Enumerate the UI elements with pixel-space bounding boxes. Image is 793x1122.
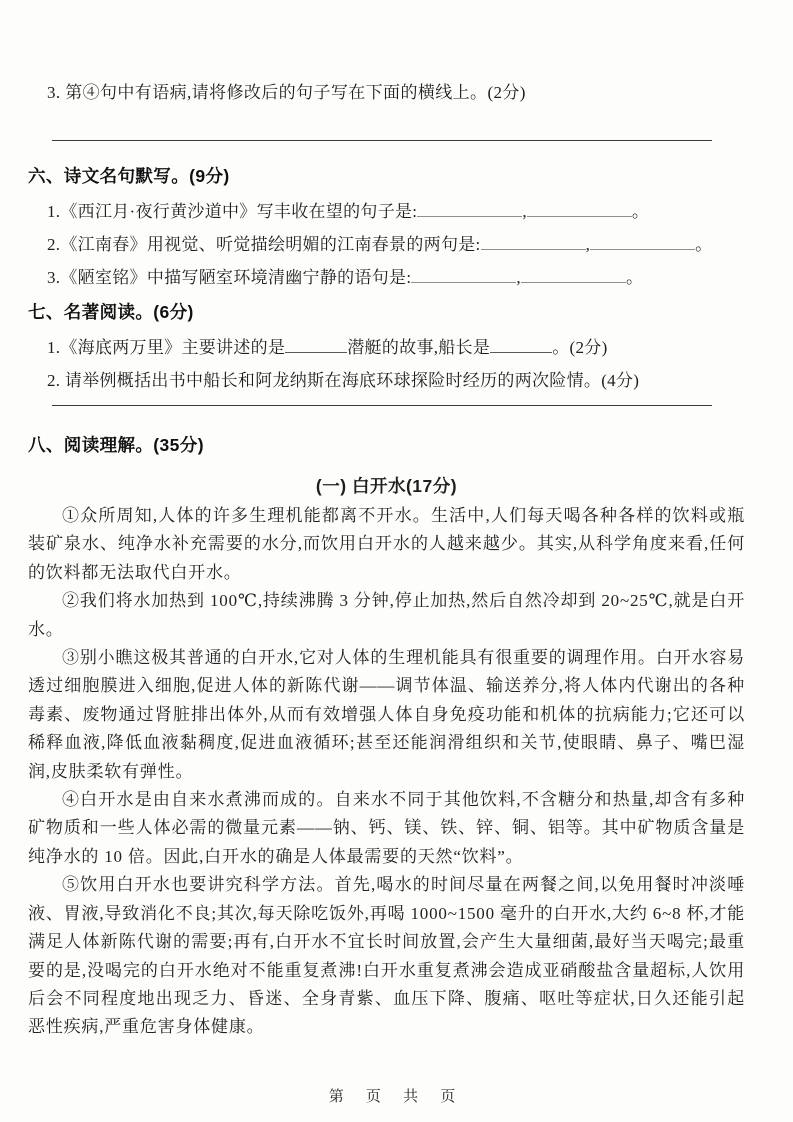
item-text: , xyxy=(516,268,521,287)
item-text: 。 xyxy=(625,268,644,287)
page-footer: 第 页 共 页 xyxy=(328,1088,465,1105)
item-text: , xyxy=(585,235,591,254)
item-text: 1.《西江月·夜行黄沙道中》写丰收在望的句子是: xyxy=(47,202,418,221)
answer-rule-2 xyxy=(52,405,712,406)
famous-book-item-2: 2. 请举例概括出书中船长和阿龙纳斯在海底环球探险时经历的两次险情。(4分) xyxy=(47,371,640,390)
item-text: 1.《海底两万里》主要讲述的是 xyxy=(47,338,286,357)
passage-paragraph-1: ①众所周知,人体的许多生理机能都离不开水。生活中,人们每天喝各种各样的饮料或瓶装矿泉水、纯净水补充需要的水分,而饮用白开水的人越来越少。其实,从科学角度来看,任何的饮料都无法取代白开水。 xyxy=(28,506,745,582)
fill-blank-item-3 xyxy=(28,267,745,289)
fill-blank-item-1 xyxy=(28,201,745,223)
answer-blank xyxy=(590,235,695,250)
answer-blank xyxy=(527,202,632,217)
item-text: 。 xyxy=(695,235,713,254)
item-text: 。(2分) xyxy=(552,338,608,357)
passage-paragraph-3: ③别小瞧这极其普通的白开水,它对人体的生理机能具有很重要的调理作用。白开水容易透过细胞膜进入细胞,促进人体的新陈代谢——调节体温、输送养分,将人体内代谢出的各种毒素、废物通过肾脏排出体外,从而有效增强人体自身免疫功能和机体的抗病能力;它还可以稀释血液,降低血液黏稠度,促进血液循环;甚至还能润滑组织和关节,使眼睛、鼻子、嘴巴湿润,皮肤柔软有弹性。 xyxy=(28,648,745,781)
item-text: 2.《江南春》用视觉、听觉描绘明媚的江南春景的两句是: xyxy=(47,235,481,254)
item-text: 。 xyxy=(631,202,650,221)
section-seven-heading: 七、名著阅读。(6分) xyxy=(28,302,194,322)
item-text: 3.《陋室铭》中描写陋室环境清幽宁静的语句是: xyxy=(47,268,412,287)
answer-blank xyxy=(490,338,552,353)
answer-blank xyxy=(521,268,626,283)
passage-paragraph-4: ④白开水是由自来水煮沸而成的。自来水不同于其他饮料,不含糖分和热量,却含有多种矿物质和一些人体必需的微量元素——钠、钙、镁、铁、锌、铜、铝等。其中矿物质含量是纯净水的 10 倍。因此,白开水的确是人体最需要的天然“饮料”。 xyxy=(28,790,745,866)
passage-paragraph-5: ⑤饮用白开水也要讲究科学方法。首先,喝水的时间尽量在两餐之间,以免用餐时冲淡唾液、胃液,导致消化不良;其次,每天除吃饭外,再喝 1000~1500 毫升的白开水,大约 6~8 杯,才能满足人体新陈代谢的需要;再有,白开水不宜长时间放置,会产生大量细菌,最好当天喝完;最重要的是,没喝完的白开水绝对不能重复煮沸!白开水重复煮沸会造成亚硝酸盐含量超标,人饮用后会不同程度地出现乏力、昏迷、全身青紫、血压下降、腹痛、呕吐等症状,日久还能引起恶性疾病,严重危害身体健康。 xyxy=(28,875,745,1037)
section-six-heading: 六、诗文名句默写。(9分) xyxy=(28,166,230,186)
passage-paragraph-2: ②我们将水加热到 100℃,持续沸腾 3 分钟,停止加热,然后自然冷却到 20~25℃,就是白开水。 xyxy=(28,591,745,639)
section-eight-heading: 八、阅读理解。(35分) xyxy=(28,435,204,455)
item-text: , xyxy=(522,202,527,221)
answer-blank xyxy=(411,268,516,283)
fill-blank-item-2 xyxy=(28,234,745,256)
answer-rule-1 xyxy=(52,140,712,141)
passage-body xyxy=(28,502,745,1042)
famous-book-item-1 xyxy=(28,337,745,359)
answer-blank xyxy=(417,202,522,217)
item-text: 潜艇的故事,船长是 xyxy=(347,338,491,357)
question-revision: 3. 第④句中有语病,请将修改后的句子写在下面的横线上。(2分) xyxy=(47,83,526,102)
passage-title: (一) 白开水(17分) xyxy=(315,476,458,496)
answer-blank xyxy=(481,235,586,250)
answer-blank xyxy=(285,338,347,353)
